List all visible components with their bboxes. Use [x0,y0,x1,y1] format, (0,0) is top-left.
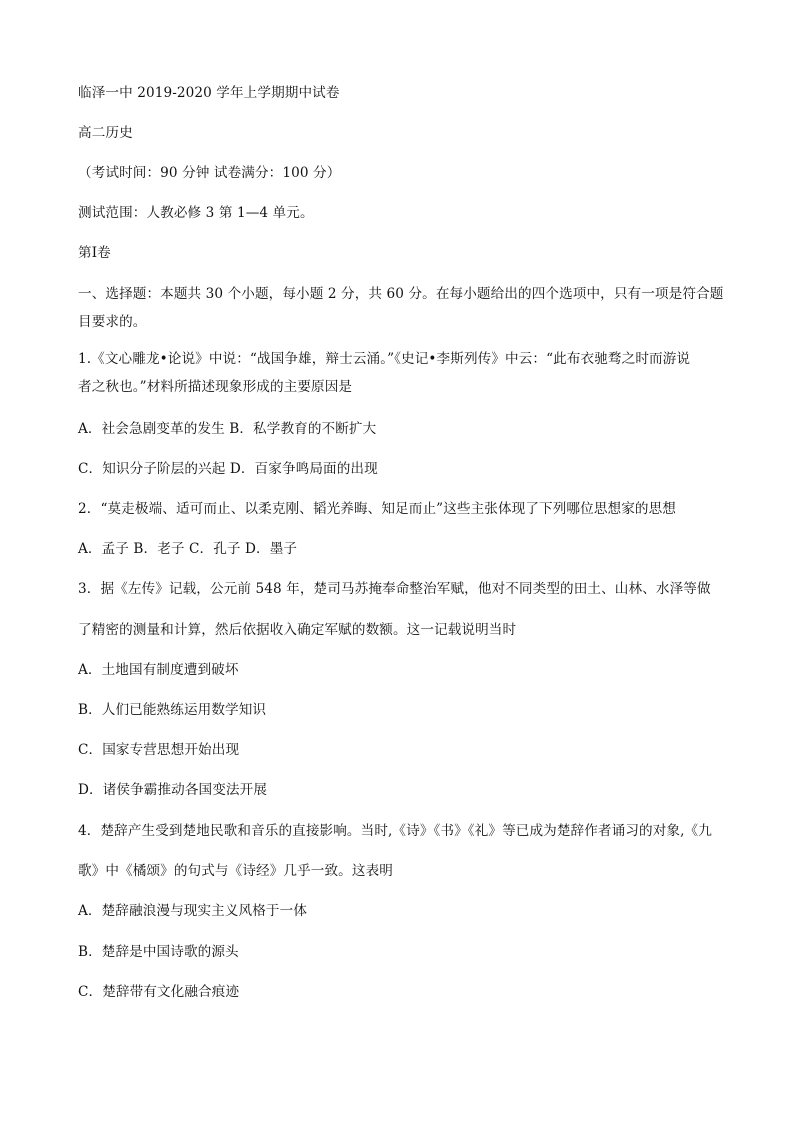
exam-info: （考试时间：90 分钟 试卷满分：100 分） [78,165,341,181]
q2-stem-line1: 2．“莫走极端、适可而止、以柔克刚、韬光养晦、知足而止”这些主张体现了下列哪位思想家的思想 [78,501,676,517]
section-instructions: 一、选择题：本题共 30 个小题，每小题 2 分，共 60 分。在每小题给出的四个选项中，只有一项是符合题目要求的。 [78,286,724,330]
q2-options-row1: A．孟子 B．老子 C．孔子 D．墨子 [78,541,298,557]
q3-option-c: C．国家专营思想开始出现 [78,742,240,758]
q4-stem-line2: 歌》中《橘颂》的句式与《诗经》几乎一致。这表明 [78,863,393,879]
q1-stem-line1: 1.《文心雕龙•论说》中说：“战国争雄，辩士云涌。”《史记•李斯列传》中云：“此布衣驰骛之时而游说 [78,351,691,367]
q4-option-c: C．楚辞带有文化融合痕迹 [78,984,240,1000]
subject-title: 高二历史 [78,125,133,141]
q4-option-a: A．楚辞融浪漫与现实主义风格于一体 [78,903,308,919]
school-title: 临泽一中 2019-2020 学年上学期期中试卷 [78,85,340,101]
q3-option-d: D．诸侯争霸推动各国变法开展 [78,782,268,798]
test-scope: 测试范围：人教必修 3 第 1—4 单元。 [78,205,314,221]
q3-option-a: A．土地国有制度遭到破坏 [78,662,239,678]
q3-stem-line2: 了精密的测量和计算，然后依据收入确定军赋的数额。这一记载说明当时 [78,622,517,638]
q1-options-row2: C．知识分子阶层的兴起 D．百家争鸣局面的出现 [78,461,378,477]
q3-stem-line1: 3．据《左传》记载，公元前 548 年，楚司马苏掩奉命整治军赋，他对不同类型的田土、山林、水泽等做 [78,581,711,597]
volume-label: 第Ⅰ卷 [78,245,111,261]
q4-stem-line1: 4．楚辞产生受到楚地民歌和音乐的直接影响。当时,《诗》《书》《礼》等已成为楚辞作者诵习的对象,《九 [78,823,712,839]
q3-option-b: B．人们已能熟练运用数学知识 [78,702,267,718]
q1-options-row1: A．社会急剧变革的发生 B．私学教育的不断扩大 [78,421,377,437]
q1-stem-line2: 者之秋也。”材料所描述现象形成的主要原因是 [78,379,353,395]
q4-option-b: B．楚辞是中国诗歌的源头 [78,944,239,960]
